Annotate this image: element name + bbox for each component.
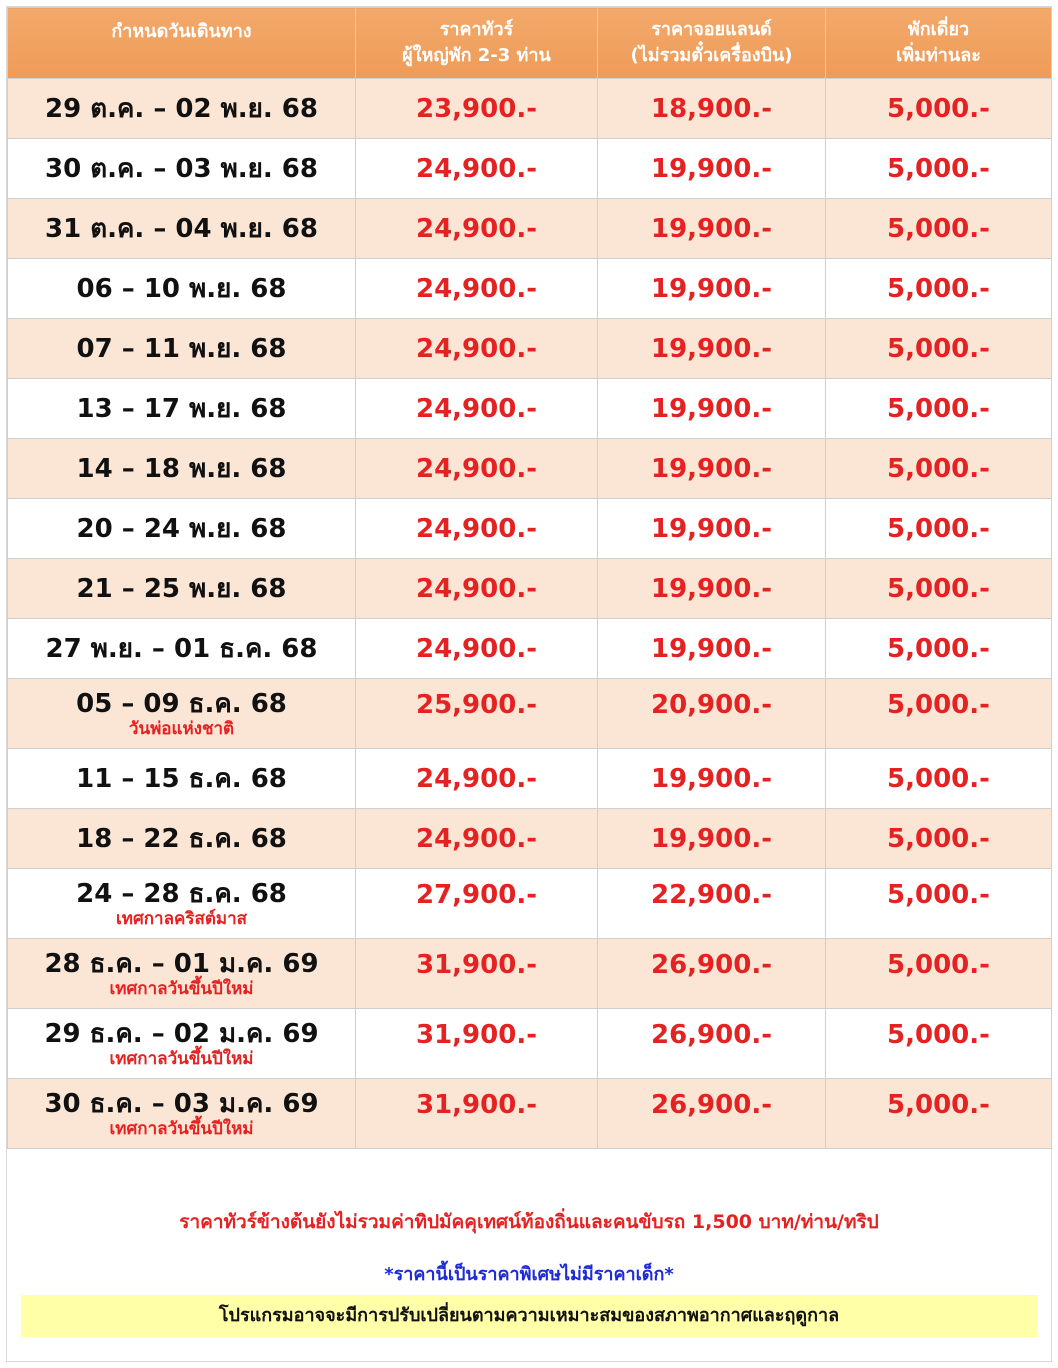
joinland-price: 19,900.- <box>651 213 772 244</box>
single-supplement-cell <box>826 139 1052 199</box>
tour-price-cell <box>356 379 598 439</box>
price-table <box>7 7 1052 1149</box>
table-row <box>8 1079 1052 1149</box>
travel-date: 14 – 18 พ.ย. 68 <box>76 453 287 484</box>
single-supplement: 5,000.- <box>887 763 990 794</box>
joinland-price: 19,900.- <box>651 273 772 304</box>
travel-date-cell <box>8 1009 356 1079</box>
joinland-price-cell <box>598 939 826 1009</box>
header-single-supplement <box>826 8 1052 79</box>
travel-date-cell <box>8 679 356 749</box>
travel-date-cell <box>8 79 356 139</box>
travel-date-cell <box>8 559 356 619</box>
joinland-price: 18,900.- <box>651 93 772 124</box>
tour-price: 24,900.- <box>416 153 537 184</box>
header-joinland-price-line2: (ไม่รวมตั๋วเครื่องบิน) <box>630 45 793 66</box>
single-supplement-cell <box>826 869 1052 939</box>
travel-date: 18 – 22 ธ.ค. 68 <box>76 823 287 854</box>
joinland-price: 19,900.- <box>651 333 772 364</box>
single-supplement: 5,000.- <box>887 393 990 424</box>
header-single-supplement-line1: พักเดี่ยว <box>907 19 970 40</box>
joinland-price: 19,900.- <box>651 763 772 794</box>
single-supplement-cell <box>826 619 1052 679</box>
table-row <box>8 559 1052 619</box>
tour-price: 31,900.- <box>416 1019 537 1050</box>
travel-date: 28 ธ.ค. – 01 ม.ค. 69 <box>44 948 319 979</box>
joinland-price: 19,900.- <box>651 633 772 664</box>
single-supplement-cell <box>826 259 1052 319</box>
single-supplement: 5,000.- <box>887 879 990 910</box>
single-supplement-cell <box>826 439 1052 499</box>
travel-date-cell <box>8 319 356 379</box>
tour-price-cell <box>356 1009 598 1079</box>
table-body <box>8 79 1052 1149</box>
table-row <box>8 939 1052 1009</box>
table-row <box>8 499 1052 559</box>
table-row <box>8 319 1052 379</box>
travel-date: 05 – 09 ธ.ค. 68 <box>76 688 287 719</box>
joinland-price-cell <box>598 319 826 379</box>
travel-date-cell <box>8 749 356 809</box>
single-supplement-cell <box>826 319 1052 379</box>
tour-price: 25,900.- <box>416 689 537 720</box>
single-supplement: 5,000.- <box>887 453 990 484</box>
travel-date: 29 ต.ค. – 02 พ.ย. 68 <box>45 93 318 124</box>
program-change-note: โปรแกรมอาจจะมีการปรับเปลี่ยนตามความเหมาะสมของสภาพอากาศและฤดูกาล <box>21 1295 1037 1337</box>
single-supplement: 5,000.- <box>887 153 990 184</box>
joinland-price: 19,900.- <box>651 453 772 484</box>
tour-price-cell <box>356 199 598 259</box>
tour-price-cell <box>356 259 598 319</box>
header-tour-price-line2: ผู้ใหญ่พัก 2-3 ท่าน <box>402 45 551 66</box>
single-supplement: 5,000.- <box>887 573 990 604</box>
tour-price-cell <box>356 939 598 1009</box>
tour-price: 24,900.- <box>416 513 537 544</box>
single-supplement-cell <box>826 199 1052 259</box>
tour-price: 24,900.- <box>416 453 537 484</box>
header-joinland-price-line1: ราคาจอยแลนด์ <box>651 19 772 40</box>
travel-date: 13 – 17 พ.ย. 68 <box>76 393 287 424</box>
joinland-price-cell <box>598 1079 826 1149</box>
table-row <box>8 379 1052 439</box>
joinland-price-cell <box>598 679 826 749</box>
holiday-note: วันพ่อแห่งชาติ <box>128 718 235 739</box>
table-row <box>8 619 1052 679</box>
price-sheet <box>6 6 1052 1362</box>
single-supplement: 5,000.- <box>887 333 990 364</box>
tour-price-cell <box>356 319 598 379</box>
tour-price-cell <box>356 139 598 199</box>
table-row <box>8 139 1052 199</box>
joinland-price-cell <box>598 749 826 809</box>
joinland-price-cell <box>598 79 826 139</box>
child-price-note: *ราคานี้เป็นราคาพิเศษไม่มีราคาเด็ก* <box>384 1264 674 1285</box>
joinland-price: 19,900.- <box>651 393 772 424</box>
travel-date-cell <box>8 199 356 259</box>
travel-date-cell <box>8 139 356 199</box>
travel-date: 27 พ.ย. – 01 ธ.ค. 68 <box>45 633 318 664</box>
joinland-price: 26,900.- <box>651 1089 772 1120</box>
tour-price: 24,900.- <box>416 573 537 604</box>
travel-date: 31 ต.ค. – 04 พ.ย. 68 <box>45 213 318 244</box>
single-supplement-cell <box>826 1079 1052 1149</box>
joinland-price-cell <box>598 869 826 939</box>
tour-price-cell <box>356 749 598 809</box>
tour-price: 24,900.- <box>416 213 537 244</box>
tour-price-cell <box>356 559 598 619</box>
travel-date-cell <box>8 619 356 679</box>
single-supplement-cell <box>826 749 1052 809</box>
single-supplement: 5,000.- <box>887 823 990 854</box>
joinland-price: 19,900.- <box>651 513 772 544</box>
single-supplement: 5,000.- <box>887 513 990 544</box>
table-row <box>8 259 1052 319</box>
travel-date: 29 ธ.ค. – 02 ม.ค. 69 <box>44 1018 319 1049</box>
single-supplement: 5,000.- <box>887 949 990 980</box>
tour-price-cell <box>356 1079 598 1149</box>
travel-date-cell <box>8 499 356 559</box>
joinland-price: 19,900.- <box>651 153 772 184</box>
tour-price: 24,900.- <box>416 333 537 364</box>
tour-price-cell <box>356 619 598 679</box>
tour-price-cell <box>356 79 598 139</box>
single-supplement: 5,000.- <box>887 689 990 720</box>
guide-fee-note: ราคาทัวร์ข้างต้นยังไม่รวมค่าทิปมัคคุเทศน์ท้องถิ่นและคนขับรถ 1,500 บาท/ท่าน/ทริป <box>179 1211 879 1233</box>
joinland-price-cell <box>598 139 826 199</box>
single-supplement-cell <box>826 1009 1052 1079</box>
tour-price: 27,900.- <box>416 879 537 910</box>
joinland-price-cell <box>598 499 826 559</box>
single-supplement-cell <box>826 379 1052 439</box>
tour-price: 24,900.- <box>416 273 537 304</box>
header-travel-date-label: กำหนดวันเดินทาง <box>111 21 252 42</box>
joinland-price-cell <box>598 619 826 679</box>
joinland-price: 19,900.- <box>651 823 772 854</box>
single-supplement-cell <box>826 559 1052 619</box>
tour-price-cell <box>356 809 598 869</box>
travel-date-cell <box>8 939 356 1009</box>
single-supplement: 5,000.- <box>887 1089 990 1120</box>
single-supplement-cell <box>826 499 1052 559</box>
joinland-price: 22,900.- <box>651 879 772 910</box>
table-row <box>8 199 1052 259</box>
travel-date-cell <box>8 379 356 439</box>
table-row <box>8 439 1052 499</box>
travel-date: 21 – 25 พ.ย. 68 <box>76 573 287 604</box>
travel-date-cell <box>8 809 356 869</box>
travel-date-cell <box>8 259 356 319</box>
tour-price-cell <box>356 439 598 499</box>
joinland-price: 26,900.- <box>651 949 772 980</box>
joinland-price-cell <box>598 259 826 319</box>
tour-price: 31,900.- <box>416 1089 537 1120</box>
holiday-note: เทศกาลคริสต์มาส <box>115 908 248 929</box>
tour-price: 23,900.- <box>416 93 537 124</box>
holiday-note: เทศกาลวันขึ้นปีใหม่ <box>109 978 254 999</box>
joinland-price: 19,900.- <box>651 573 772 604</box>
single-supplement-cell <box>826 679 1052 749</box>
holiday-note: เทศกาลวันขึ้นปีใหม่ <box>109 1048 254 1069</box>
table-row <box>8 679 1052 749</box>
table-row <box>8 1009 1052 1079</box>
header-travel-date <box>8 8 356 79</box>
travel-date: 20 – 24 พ.ย. 68 <box>76 513 287 544</box>
table-header <box>8 8 1052 79</box>
tour-price: 24,900.- <box>416 393 537 424</box>
travel-date: 06 – 10 พ.ย. 68 <box>76 273 287 304</box>
table-row <box>8 79 1052 139</box>
joinland-price-cell <box>598 379 826 439</box>
joinland-price: 20,900.- <box>651 689 772 720</box>
tour-price-cell <box>356 679 598 749</box>
joinland-price: 26,900.- <box>651 1019 772 1050</box>
header-tour-price-line1: ราคาทัวร์ <box>439 19 514 40</box>
single-supplement: 5,000.- <box>887 93 990 124</box>
tour-price: 24,900.- <box>416 763 537 794</box>
tour-price: 24,900.- <box>416 823 537 854</box>
header-single-supplement-line2: เพิ่มท่านละ <box>896 45 981 66</box>
travel-date: 24 – 28 ธ.ค. 68 <box>76 878 287 909</box>
travel-date: 11 – 15 ธ.ค. 68 <box>76 763 287 794</box>
joinland-price-cell <box>598 559 826 619</box>
holiday-note: เทศกาลวันขึ้นปีใหม่ <box>109 1118 254 1139</box>
travel-date-cell <box>8 439 356 499</box>
table-row <box>8 809 1052 869</box>
single-supplement: 5,000.- <box>887 213 990 244</box>
travel-date-cell <box>8 869 356 939</box>
joinland-price-cell <box>598 199 826 259</box>
joinland-price-cell <box>598 439 826 499</box>
joinland-price-cell <box>598 809 826 869</box>
table-row <box>8 869 1052 939</box>
joinland-price-cell <box>598 1009 826 1079</box>
tour-price: 24,900.- <box>416 633 537 664</box>
single-supplement-cell <box>826 939 1052 1009</box>
tour-price-cell <box>356 869 598 939</box>
travel-date-cell <box>8 1079 356 1149</box>
tour-price: 31,900.- <box>416 949 537 980</box>
table-row <box>8 749 1052 809</box>
single-supplement: 5,000.- <box>887 633 990 664</box>
single-supplement: 5,000.- <box>887 1019 990 1050</box>
header-joinland-price <box>598 8 826 79</box>
tour-price-cell <box>356 499 598 559</box>
travel-date: 30 ธ.ค. – 03 ม.ค. 69 <box>44 1088 319 1119</box>
footer-notes <box>7 1147 1051 1361</box>
single-supplement: 5,000.- <box>887 273 990 304</box>
travel-date: 30 ต.ค. – 03 พ.ย. 68 <box>45 153 318 184</box>
header-tour-price <box>356 8 598 79</box>
single-supplement-cell <box>826 79 1052 139</box>
single-supplement-cell <box>826 809 1052 869</box>
travel-date: 07 – 11 พ.ย. 68 <box>76 333 287 364</box>
